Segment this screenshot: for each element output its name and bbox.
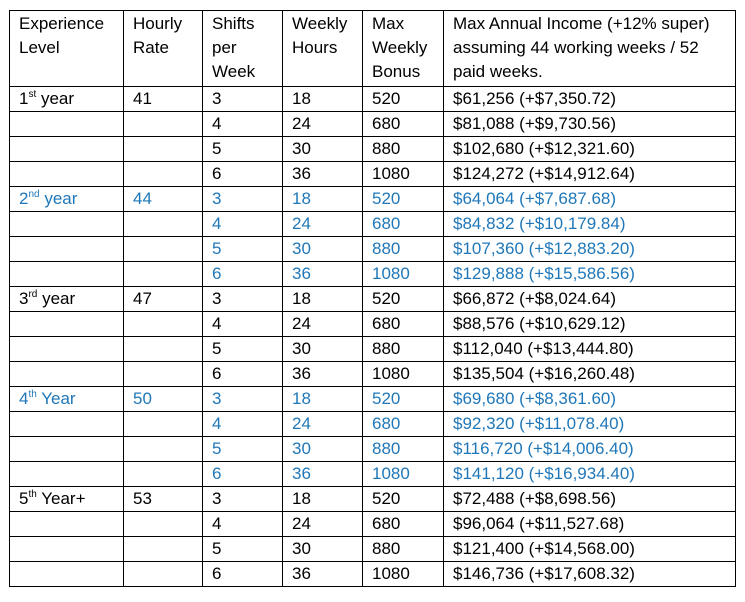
experience-level-ordinal: th (28, 389, 37, 400)
experience-level-cell (10, 287, 124, 312)
table-row (10, 187, 736, 212)
hourly-rate-cell (124, 462, 203, 487)
max-annual-income-cell: $96,064 (+$11,527.68) (444, 512, 736, 537)
shifts-per-week-cell: 4 (203, 212, 283, 237)
weekly-hours-cell: 36 (283, 162, 363, 187)
max-annual-income-cell: $72,488 (+$8,698.56) (444, 487, 736, 512)
experience-level-ordinal: nd (28, 189, 40, 200)
experience-level-number: 3 (19, 289, 29, 308)
table-row (10, 412, 736, 437)
max-weekly-bonus-cell: 1080 (363, 462, 444, 487)
table-row (10, 137, 736, 162)
shifts-per-week-cell: 6 (203, 362, 283, 387)
weekly-hours-cell: 24 (283, 212, 363, 237)
experience-level-suffix: year (37, 289, 76, 308)
shifts-per-week-cell: 4 (203, 412, 283, 437)
table-body (10, 87, 736, 587)
shifts-per-week-cell: 4 (203, 112, 283, 137)
hourly-rate-cell (124, 237, 203, 262)
max-annual-income-cell: $81,088 (+$9,730.56) (444, 112, 736, 137)
experience-level-ordinal: st (28, 89, 37, 100)
experience-level-cell (10, 162, 124, 187)
max-weekly-bonus-cell: 680 (363, 212, 444, 237)
weekly-hours-cell: 30 (283, 437, 363, 462)
shifts-per-week-cell: 4 (203, 512, 283, 537)
table-row (10, 462, 736, 487)
hourly-rate-cell (124, 312, 203, 337)
max-weekly-bonus-cell: 1080 (363, 362, 444, 387)
hourly-rate-cell: 44 (124, 187, 203, 212)
experience-level-number: 5 (19, 489, 29, 508)
hourly-rate-cell (124, 512, 203, 537)
experience-level-cell (10, 537, 124, 562)
shifts-per-week-cell: 3 (203, 287, 283, 312)
experience-level-cell (10, 562, 124, 587)
max-annual-income-cell: $84,832 (+$10,179.84) (444, 212, 736, 237)
table-row (10, 87, 736, 112)
experience-level-suffix: Year (36, 389, 76, 408)
shifts-per-week-cell: 3 (203, 187, 283, 212)
shifts-per-week-cell: 5 (203, 137, 283, 162)
shifts-per-week-cell: 3 (203, 87, 283, 112)
max-weekly-bonus-cell: 520 (363, 187, 444, 212)
experience-level-cell (10, 387, 124, 412)
max-weekly-bonus-cell: 520 (363, 387, 444, 412)
hourly-rate-cell (124, 112, 203, 137)
experience-level-cell (10, 237, 124, 262)
table-row (10, 362, 736, 387)
weekly-hours-cell: 30 (283, 137, 363, 162)
max-weekly-bonus-cell: 1080 (363, 262, 444, 287)
experience-level-number: 2 (19, 189, 29, 208)
weekly-hours-cell: 24 (283, 312, 363, 337)
weekly-hours-cell: 18 (283, 187, 363, 212)
shifts-per-week-cell: 6 (203, 462, 283, 487)
table-row (10, 387, 736, 412)
max-annual-income-cell: $124,272 (+$14,912.64) (444, 162, 736, 187)
weekly-hours-cell: 36 (283, 262, 363, 287)
shifts-per-week-cell: 6 (203, 262, 283, 287)
max-annual-income-cell: $88,576 (+$10,629.12) (444, 312, 736, 337)
hourly-rate-cell (124, 162, 203, 187)
table-row (10, 162, 736, 187)
experience-level-number: 4 (19, 389, 29, 408)
hourly-rate-cell (124, 137, 203, 162)
experience-level-cell (10, 487, 124, 512)
shifts-per-week-cell: 3 (203, 487, 283, 512)
experience-level-cell (10, 187, 124, 212)
experience-level-ordinal: rd (28, 289, 38, 300)
header-experience-level: Experience Level (10, 11, 124, 87)
experience-level-cell (10, 462, 124, 487)
header-max-weekly-bonus: Max Weekly Bonus (363, 11, 444, 87)
table-row (10, 437, 736, 462)
table-row (10, 237, 736, 262)
table-row (10, 212, 736, 237)
max-annual-income-cell: $102,680 (+$12,321.60) (444, 137, 736, 162)
weekly-hours-cell: 36 (283, 362, 363, 387)
weekly-hours-cell: 36 (283, 562, 363, 587)
table-row (10, 487, 736, 512)
hourly-rate-cell (124, 412, 203, 437)
max-annual-income-cell: $141,120 (+$16,934.40) (444, 462, 736, 487)
header-row (10, 11, 736, 87)
table-row (10, 112, 736, 137)
shifts-per-week-cell: 6 (203, 562, 283, 587)
experience-level-suffix: year (39, 189, 78, 208)
experience-level-suffix: year (36, 89, 75, 108)
table-row (10, 312, 736, 337)
max-weekly-bonus-cell: 880 (363, 337, 444, 362)
experience-level-cell (10, 212, 124, 237)
header-weekly-hours: Weekly Hours (283, 11, 363, 87)
max-annual-income-cell: $66,872 (+$8,024.64) (444, 287, 736, 312)
max-weekly-bonus-cell: 680 (363, 512, 444, 537)
max-annual-income-cell: $116,720 (+$14,006.40) (444, 437, 736, 462)
max-weekly-bonus-cell: 520 (363, 87, 444, 112)
shifts-per-week-cell: 6 (203, 162, 283, 187)
max-annual-income-cell: $135,504 (+$16,260.48) (444, 362, 736, 387)
table-row (10, 287, 736, 312)
max-annual-income-cell: $107,360 (+$12,883.20) (444, 237, 736, 262)
shifts-per-week-cell: 5 (203, 437, 283, 462)
experience-level-cell (10, 362, 124, 387)
hourly-rate-cell (124, 562, 203, 587)
experience-level-ordinal: th (28, 489, 37, 500)
hourly-rate-cell (124, 362, 203, 387)
max-weekly-bonus-cell: 680 (363, 412, 444, 437)
weekly-hours-cell: 24 (283, 412, 363, 437)
max-annual-income-cell: $92,320 (+$11,078.40) (444, 412, 736, 437)
weekly-hours-cell: 18 (283, 487, 363, 512)
hourly-rate-cell: 53 (124, 487, 203, 512)
experience-level-cell (10, 437, 124, 462)
max-weekly-bonus-cell: 880 (363, 537, 444, 562)
table-row (10, 512, 736, 537)
max-weekly-bonus-cell: 1080 (363, 562, 444, 587)
weekly-hours-cell: 30 (283, 537, 363, 562)
experience-level-cell (10, 412, 124, 437)
weekly-hours-cell: 30 (283, 237, 363, 262)
weekly-hours-cell: 30 (283, 337, 363, 362)
shifts-per-week-cell: 5 (203, 337, 283, 362)
table-row (10, 337, 736, 362)
experience-level-cell (10, 312, 124, 337)
weekly-hours-cell: 24 (283, 512, 363, 537)
max-annual-income-cell: $121,400 (+$14,568.00) (444, 537, 736, 562)
experience-level-cell (10, 112, 124, 137)
experience-level-cell (10, 87, 124, 112)
max-weekly-bonus-cell: 880 (363, 437, 444, 462)
hourly-rate-cell: 41 (124, 87, 203, 112)
shifts-per-week-cell: 4 (203, 312, 283, 337)
max-annual-income-cell: $64,064 (+$7,687.68) (444, 187, 736, 212)
hourly-rate-cell: 50 (124, 387, 203, 412)
hourly-rate-cell (124, 537, 203, 562)
header-shifts-per-week: Shifts per Week (203, 11, 283, 87)
weekly-hours-cell: 18 (283, 387, 363, 412)
experience-level-number: 1 (19, 89, 29, 108)
max-weekly-bonus-cell: 880 (363, 237, 444, 262)
experience-level-cell (10, 337, 124, 362)
hourly-rate-cell (124, 337, 203, 362)
max-weekly-bonus-cell: 1080 (363, 162, 444, 187)
experience-level-suffix: Year+ (36, 489, 86, 508)
weekly-hours-cell: 24 (283, 112, 363, 137)
max-annual-income-cell: $61,256 (+$7,350.72) (444, 87, 736, 112)
weekly-hours-cell: 36 (283, 462, 363, 487)
experience-level-cell (10, 137, 124, 162)
experience-level-cell (10, 512, 124, 537)
max-weekly-bonus-cell: 680 (363, 312, 444, 337)
weekly-hours-cell: 18 (283, 287, 363, 312)
max-weekly-bonus-cell: 520 (363, 287, 444, 312)
max-weekly-bonus-cell: 520 (363, 487, 444, 512)
shifts-per-week-cell: 3 (203, 387, 283, 412)
max-weekly-bonus-cell: 880 (363, 137, 444, 162)
header-hourly-rate: Hourly Rate (124, 11, 203, 87)
experience-level-cell (10, 262, 124, 287)
max-weekly-bonus-cell: 680 (363, 112, 444, 137)
table-row (10, 537, 736, 562)
pay-rate-table (9, 10, 736, 587)
table-row (10, 562, 736, 587)
table-row (10, 262, 736, 287)
weekly-hours-cell: 18 (283, 87, 363, 112)
header-max-annual-income: Max Annual Income (+12% super) assuming 44 working weeks / 52 paid weeks. (444, 11, 736, 87)
hourly-rate-cell (124, 212, 203, 237)
shifts-per-week-cell: 5 (203, 537, 283, 562)
max-annual-income-cell: $112,040 (+$13,444.80) (444, 337, 736, 362)
max-annual-income-cell: $146,736 (+$17,608.32) (444, 562, 736, 587)
max-annual-income-cell: $129,888 (+$15,586.56) (444, 262, 736, 287)
hourly-rate-cell (124, 437, 203, 462)
hourly-rate-cell: 47 (124, 287, 203, 312)
hourly-rate-cell (124, 262, 203, 287)
max-annual-income-cell: $69,680 (+$8,361.60) (444, 387, 736, 412)
shifts-per-week-cell: 5 (203, 237, 283, 262)
